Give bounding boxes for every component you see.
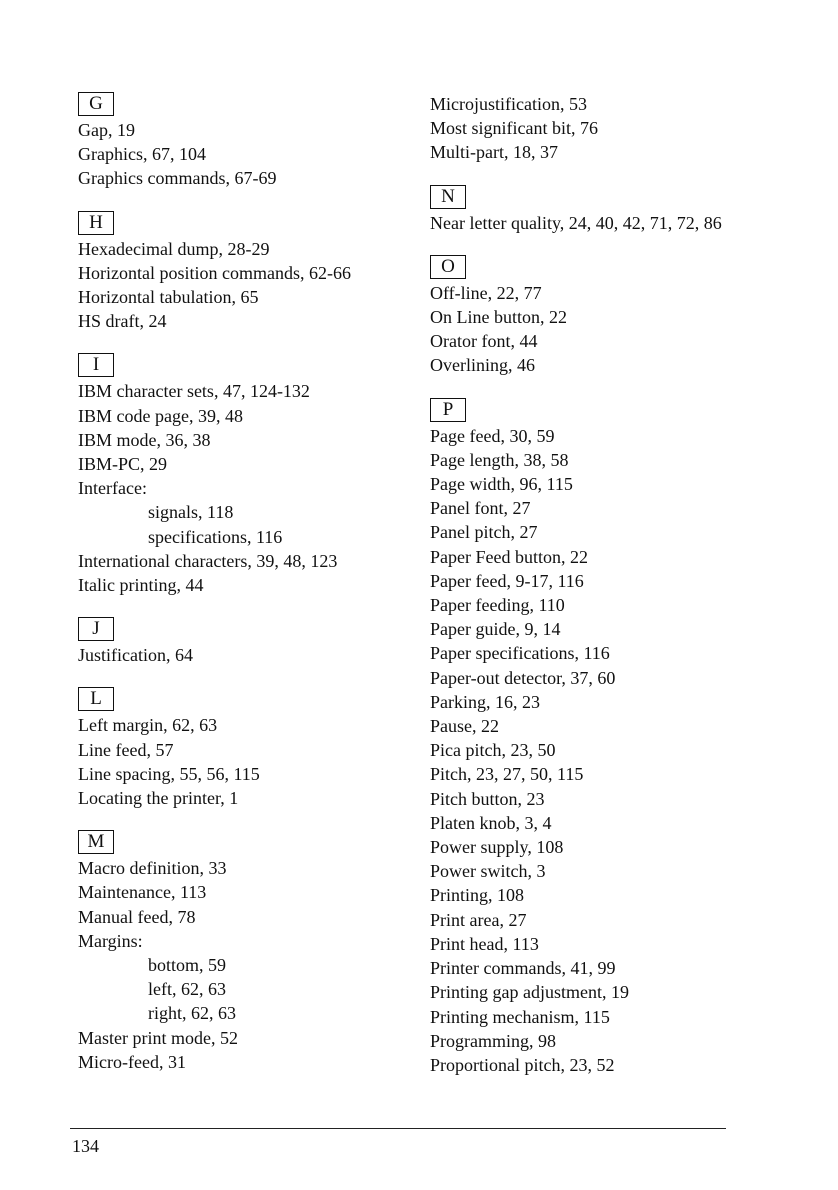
section-letter-box: M bbox=[78, 830, 114, 854]
index-entry: Printing, 108 bbox=[430, 885, 525, 906]
index-entry: IBM mode, 36, 38 bbox=[78, 429, 211, 450]
index-entry: Pitch button, 23 bbox=[430, 788, 545, 809]
index-subentry: signals, 118 bbox=[148, 502, 234, 523]
index-entry: Page feed, 30, 59 bbox=[430, 425, 555, 446]
index-entry: Hexadecimal dump, 28-29 bbox=[78, 238, 270, 259]
index-entry: Micro-feed, 31 bbox=[78, 1051, 186, 1072]
index-entry: IBM code page, 39, 48 bbox=[78, 405, 243, 426]
index-entry: Panel font, 27 bbox=[430, 498, 531, 519]
index-section bbox=[78, 353, 418, 597]
index-entry: Pitch, 23, 27, 50, 115 bbox=[430, 764, 584, 785]
left-index-column bbox=[78, 92, 418, 1094]
index-entry: Most significant bit, 76 bbox=[430, 118, 598, 139]
index-entry: Near letter quality, 24, 40, 42, 71, 72, 86 bbox=[430, 212, 722, 233]
index-entry: Paper-out detector, 37, 60 bbox=[430, 667, 616, 688]
footer-rule bbox=[70, 1128, 726, 1129]
index-entry: Platen knob, 3, 4 bbox=[430, 812, 552, 833]
index-entry: Print area, 27 bbox=[430, 909, 527, 930]
index-section bbox=[78, 830, 418, 1074]
section-letter-box: N bbox=[430, 185, 466, 209]
index-entry: Gap, 19 bbox=[78, 120, 135, 140]
index-entry: International characters, 39, 48, 123 bbox=[78, 550, 338, 571]
index-entry: Interface: bbox=[78, 478, 147, 499]
index-entry: Justification, 64 bbox=[78, 645, 193, 666]
index-entry: Horizontal tabulation, 65 bbox=[78, 287, 259, 308]
index-entry: Margins: bbox=[78, 930, 143, 951]
index-entry: Microjustification, 53 bbox=[430, 94, 587, 114]
page-number: 134 bbox=[72, 1136, 99, 1156]
index-entry: HS draft, 24 bbox=[78, 311, 167, 332]
index-entry: IBM-PC, 29 bbox=[78, 454, 168, 475]
index-section bbox=[78, 92, 418, 191]
index-section bbox=[430, 185, 770, 235]
index-entry: Paper specifications, 116 bbox=[430, 643, 610, 664]
section-letter-box: L bbox=[78, 687, 114, 711]
right-index-column bbox=[430, 92, 770, 1097]
index-entry: Left margin, 62, 63 bbox=[78, 715, 218, 736]
index-entry: Graphics commands, 67-69 bbox=[78, 168, 277, 189]
index-entry: Graphics, 67, 104 bbox=[78, 144, 206, 165]
index-entry: Print head, 113 bbox=[430, 933, 539, 954]
index-entry: Overlining, 46 bbox=[430, 355, 535, 376]
index-section bbox=[78, 617, 418, 667]
index-entry: Horizontal position commands, 62-66 bbox=[78, 262, 351, 283]
index-entry: Maintenance, 113 bbox=[78, 882, 207, 903]
section-letter-box: O bbox=[430, 255, 466, 279]
index-entry: Pica pitch, 23, 50 bbox=[430, 740, 556, 761]
index-entry: Paper guide, 9, 14 bbox=[430, 619, 561, 640]
index-section bbox=[430, 255, 770, 378]
section-letter-box: P bbox=[430, 398, 466, 422]
index-entry: Programming, 98 bbox=[430, 1030, 556, 1051]
index-entry: Multi-part, 18, 37 bbox=[430, 142, 558, 163]
index-section bbox=[430, 92, 770, 165]
index-entry: Macro definition, 33 bbox=[78, 858, 227, 879]
index-entry: Orator font, 44 bbox=[430, 331, 538, 352]
index-entry: Locating the printer, 1 bbox=[78, 788, 239, 809]
index-entry: Printer commands, 41, 99 bbox=[430, 958, 616, 979]
index-entry: Off-line, 22, 77 bbox=[430, 282, 542, 303]
section-letter-box: H bbox=[78, 211, 114, 235]
index-entry: IBM character sets, 47, 124-132 bbox=[78, 381, 310, 402]
index-entry: Italic printing, 44 bbox=[78, 575, 204, 596]
index-entry: Line feed, 57 bbox=[78, 739, 174, 760]
index-entry: Parking, 16, 23 bbox=[430, 691, 540, 712]
section-letter-box: G bbox=[78, 92, 114, 116]
section-letter-box: I bbox=[78, 353, 114, 377]
index-subentry: specifications, 116 bbox=[148, 526, 283, 547]
index-entry: Paper feeding, 110 bbox=[430, 595, 565, 616]
index-entry: On Line button, 22 bbox=[430, 307, 567, 328]
index-entry: Master print mode, 52 bbox=[78, 1027, 238, 1048]
index-entry: Paper Feed button, 22 bbox=[430, 546, 588, 567]
index-subentry: left, 62, 63 bbox=[148, 979, 226, 1000]
index-section bbox=[430, 398, 770, 1077]
index-section bbox=[78, 211, 418, 334]
index-entry: Line spacing, 55, 56, 115 bbox=[78, 763, 260, 784]
index-entry: Page width, 96, 115 bbox=[430, 474, 573, 495]
section-letter-box: J bbox=[78, 617, 114, 641]
index-subentry: bottom, 59 bbox=[148, 955, 227, 976]
index-entry: Printing mechanism, 115 bbox=[430, 1006, 610, 1027]
index-entry: Page length, 38, 58 bbox=[430, 449, 569, 470]
index-section bbox=[78, 687, 418, 810]
index-subentry: right, 62, 63 bbox=[148, 1003, 236, 1024]
index-entry: Manual feed, 78 bbox=[78, 906, 196, 927]
index-entry: Paper feed, 9-17, 116 bbox=[430, 570, 584, 591]
index-entry: Power supply, 108 bbox=[430, 837, 564, 858]
index-entry: Panel pitch, 27 bbox=[430, 522, 538, 543]
index-entry: Power switch, 3 bbox=[430, 861, 546, 882]
index-entry: Printing gap adjustment, 19 bbox=[430, 982, 629, 1003]
index-entry: Proportional pitch, 23, 52 bbox=[430, 1054, 615, 1075]
index-entry: Pause, 22 bbox=[430, 716, 499, 737]
